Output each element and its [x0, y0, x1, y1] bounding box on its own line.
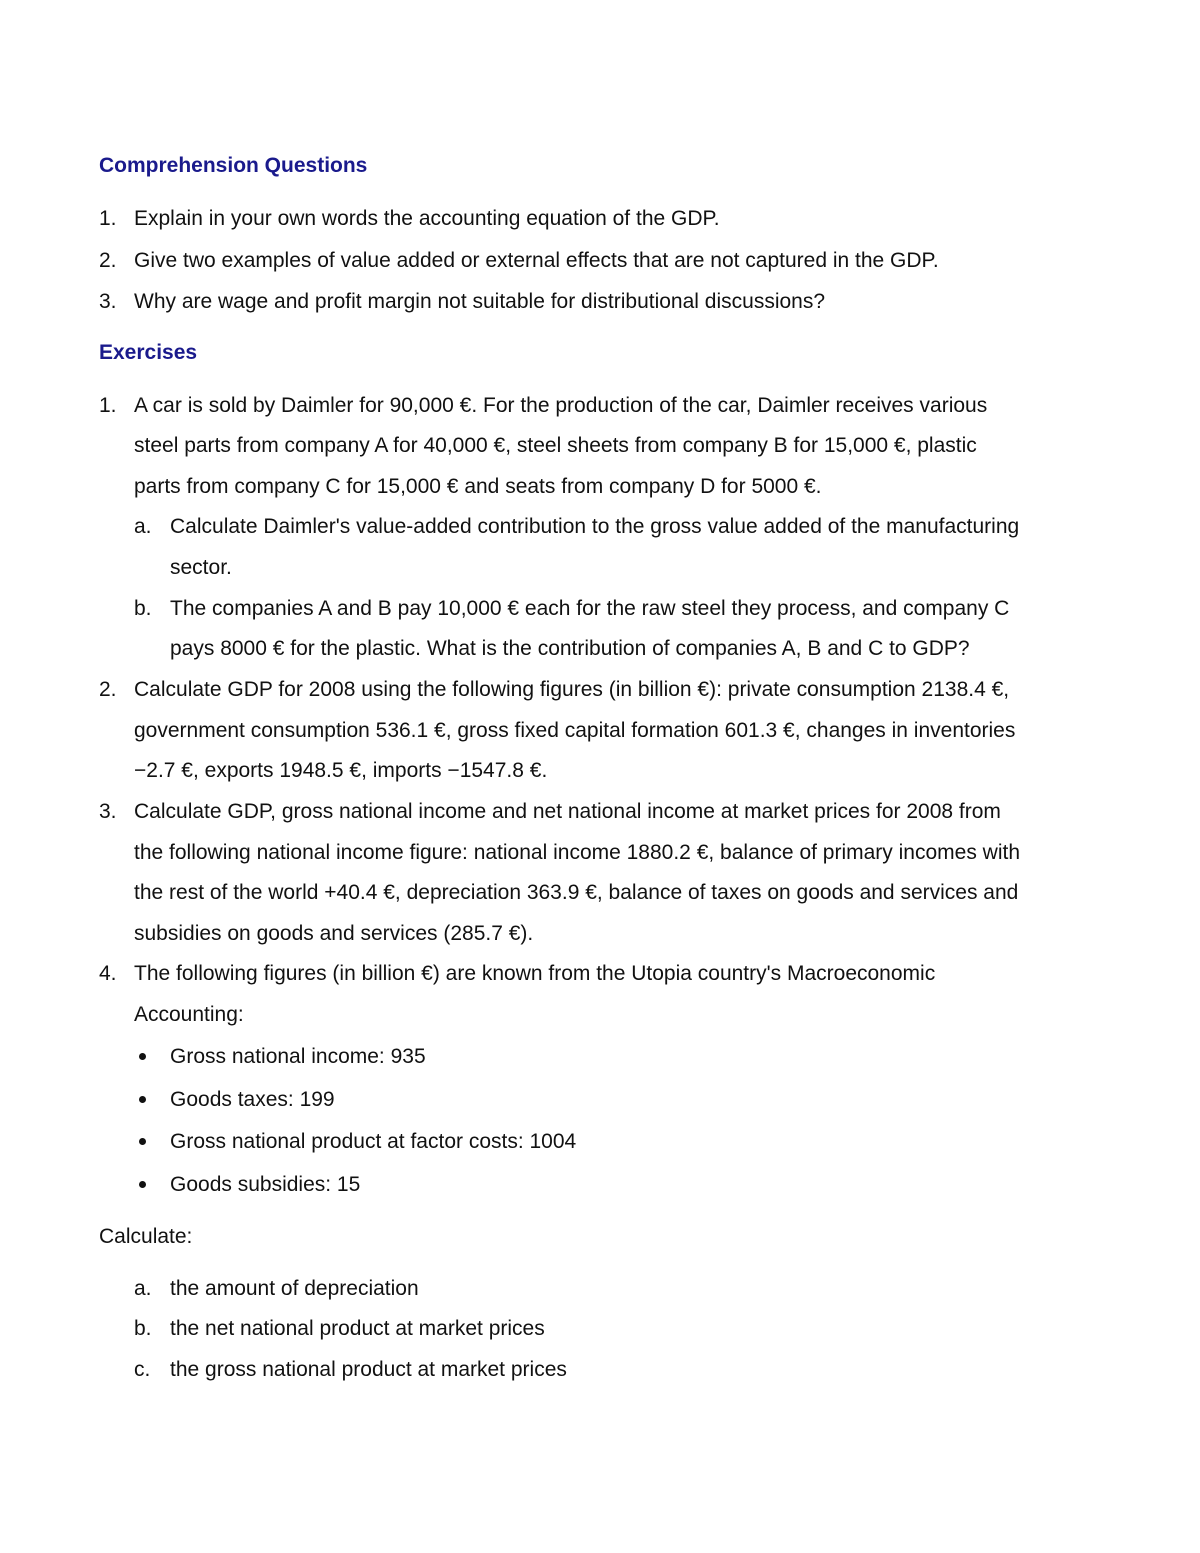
exercise-text-line: subsidies on goods and services (285.7 €).	[134, 922, 534, 945]
task-text: the net national product at market prices	[170, 1317, 545, 1340]
task-text: the amount of depreciation	[170, 1277, 419, 1300]
question-number: 2.	[99, 249, 117, 272]
bullet-icon	[139, 1181, 146, 1188]
subtask-letter: b.	[134, 597, 152, 620]
exercise-text-line: parts from company C for 15,000 € and seats from company D for 5000 €.	[134, 475, 822, 498]
bullet-icon	[139, 1096, 146, 1103]
exercise-text-line: The following figures (in billion €) are known from the Utopia country's Macroeconomic	[134, 962, 936, 985]
bullet-icon	[139, 1053, 146, 1060]
question-text: Why are wage and profit margin not suitable for distributional discussions?	[134, 290, 826, 313]
calculate-label: Calculate:	[99, 1225, 193, 1248]
exercise-text-line: the following national income figure: national income 1880.2 €, balance of primary incomes with	[134, 841, 1020, 864]
subtask-letter: a.	[134, 515, 152, 538]
question-text: Explain in your own words the accounting equation of the GDP.	[134, 207, 720, 230]
exercise-number: 1.	[99, 394, 117, 417]
exercise-text-line: steel parts from company A for 40,000 €, steel sheets from company B for 15,000 €, plastic	[134, 434, 977, 457]
exercise-text-line: Calculate GDP, gross national income and net national income at market prices for 2008 from	[134, 800, 1001, 823]
question-text: Give two examples of value added or external effects that are not captured in the GDP.	[134, 249, 939, 272]
exercise-text-line: the rest of the world +40.4 €, depreciation 363.9 €, balance of taxes on goods and services and	[134, 881, 1019, 904]
exercise-text-line: Accounting:	[134, 1003, 244, 1026]
bullet-item: Goods taxes: 199	[170, 1088, 335, 1111]
comprehension-heading: Comprehension Questions	[99, 154, 368, 177]
subtask-text-line: sector.	[170, 556, 232, 579]
task-letter: b.	[134, 1317, 152, 1340]
question-number: 1.	[99, 207, 117, 230]
subtask-text-line: Calculate Daimler's value-added contribution to the gross value added of the manufacturing	[170, 515, 1020, 538]
exercise-text-line: −2.7 €, exports 1948.5 €, imports −1547.8 €.	[134, 759, 548, 782]
subtask-text-line: The companies A and B pay 10,000 € each for the raw steel they process, and company C	[170, 597, 1010, 620]
task-text: the gross national product at market prices	[170, 1358, 567, 1381]
exercise-number: 2.	[99, 678, 117, 701]
bullet-item: Gross national product at factor costs: 1004	[170, 1130, 577, 1153]
exercise-number: 4.	[99, 962, 117, 985]
task-letter: c.	[134, 1358, 151, 1381]
exercise-text-line: A car is sold by Daimler for 90,000 €. For the production of the car, Daimler receives various	[134, 394, 988, 417]
bullet-item: Goods subsidies: 15	[170, 1173, 361, 1196]
subtask-text-line: pays 8000 € for the plastic. What is the contribution of companies A, B and C to GDP?	[170, 637, 970, 660]
exercise-text-line: government consumption 536.1 €, gross fixed capital formation 601.3 €, changes in inventories	[134, 719, 1016, 742]
task-letter: a.	[134, 1277, 152, 1300]
exercises-heading: Exercises	[99, 341, 198, 364]
bullet-item: Gross national income: 935	[170, 1045, 426, 1068]
exercise-number: 3.	[99, 800, 117, 823]
exercise-text-line: Calculate GDP for 2008 using the following figures (in billion €): private consumption 2138.4 €,	[134, 678, 1010, 701]
question-number: 3.	[99, 290, 117, 313]
bullet-icon	[139, 1138, 146, 1145]
